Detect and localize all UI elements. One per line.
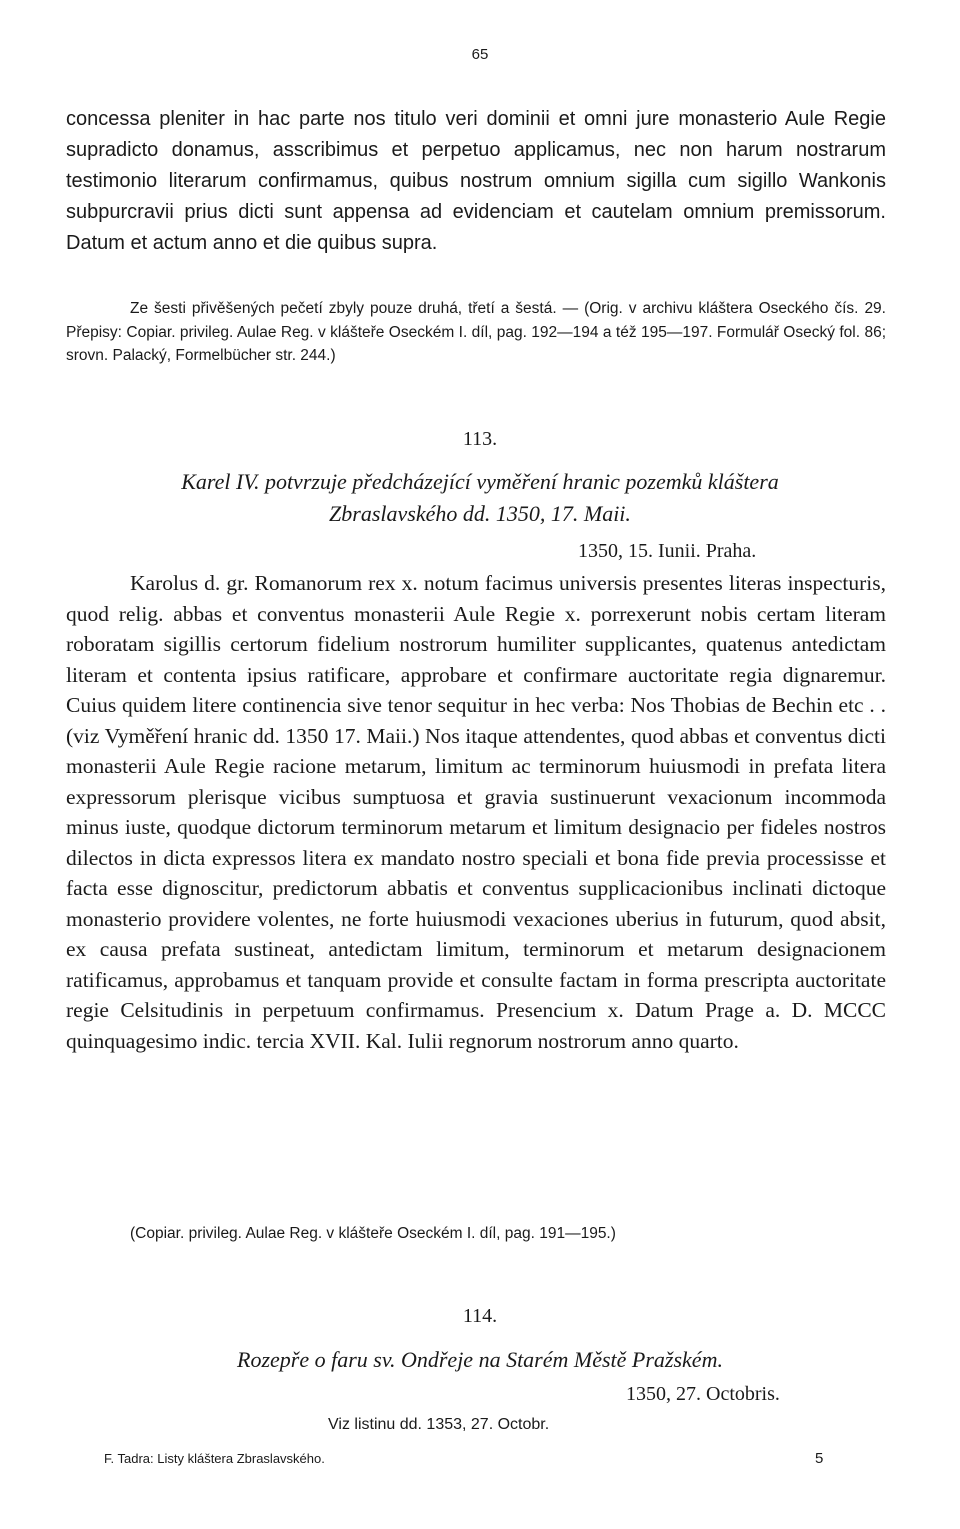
- paragraph-continuation: concessa pleniter in hac parte nos titulo veri dominii et omni jure monasterio Aule Regie supradicto donamus, asscribimus et perpetuo applicamus, nec non harum nostrarum testimonio literarum confirmamus, quibus nostrum omnium sigilla cum sigillo Wankonis subpurcravii prius dicti sunt appensa ad evidenciam et cautelam omnium premissorum. Datum et actum anno et die quibus supra.: [66, 108, 886, 254]
- footnote-seals: Ze šesti přivěšených pečetí zbyly pouze druhá, třetí a šestá. — (Orig. v archivu kláštera Oseckého čís. 29. Přepisy: Copiar. privileg. Aulae Reg. v klášteře Oseckém I. díl, pag. 192—194 a též 195—197. Formulář Osecký fol. 86; srovn. Palacký, Formelbücher str. 244.): [66, 300, 886, 364]
- document-113-heading-line-1: Karel IV. potvrzuje předcházející vyměření hranic pozemků kláštera: [181, 469, 779, 494]
- document-114-number: 114.: [462, 1305, 498, 1327]
- document-113-heading-line-2: Zbraslavského dd. 1350, 17. Maii.: [329, 501, 631, 526]
- document-113-source-note: (Copiar. privileg. Aulae Reg. v klášteře Oseckém I. díl, pag. 191—195.): [130, 1225, 616, 1242]
- document-113-body: [66, 568, 886, 1056]
- document-114-reference: Viz listinu dd. 1353, 27. Octobr.: [328, 1416, 550, 1433]
- document-114-heading: Rozepře o faru sv. Ondřeje na Starém Městě Pražském.: [237, 1347, 723, 1372]
- footer-source: F. Tadra: Listy kláštera Zbraslavského.: [104, 1451, 325, 1466]
- document-113-text: Karolus d. gr. Romanorum rex x. notum facimus universis presentes literas inspecturis, quod relig. abbas et conventus monasterii Aule Regie x. porrexerunt nobis certam literam roboratam sigillis certorum fidelium nostrorum humiliter supplicantes, quatenus antedictam literam et contenta ipsius ratificare, approbare et confirmare auctoritate regia dignaremur. Cuius quidem litere continencia sive tenor sequitur in hec verba: Nos Thobias de Bechin etc . . (viz Vyměření hranic dd. 1350 17. Maii.) Nos itaque attendentes, quod abbas et conventus dicti monasterii Aule Regie racione metarum, limitum ac terminorum huiusmodi in prefata litera expressorum plerisque vicibus sumptuosa et gravia sustinuerunt vexacionum incommoda minus iuste, quodque dictorum terminorum metarum et limitum designacio per fideles nostros dilectos in dicta expressos litera ex mandato nostro speciali et bona fide previa processisse et facta esse dignoscitur, predictorum abbatis et conventus supplicacionibus inclinati dictoque monasterio providere volentes, ne forte huiusmodi vexaciones uberius in futurum, quod absit, ex causa prefata sustineat, antedictam limitum, terminorum et metarum designacionem ratificamus, approbamus et tanquam provide et consulte factam in forma prescripta auctoritate regie Celsitudinis in perpetuum confirmamus. Presencium x. Datum Prage a. D. MCCC quinquagesimo indic. tercia XVII. Kal. Iulii regnorum nostrorum anno quarto.: [66, 571, 886, 1053]
- document-113-number: 113.: [462, 428, 498, 450]
- page-number: 65: [471, 46, 489, 63]
- document-113-date: 1350, 15. Iunii. Praha.: [578, 540, 757, 562]
- document-114-date: 1350, 27. Octobris.: [626, 1383, 780, 1405]
- footer-signature: 5: [815, 1450, 824, 1467]
